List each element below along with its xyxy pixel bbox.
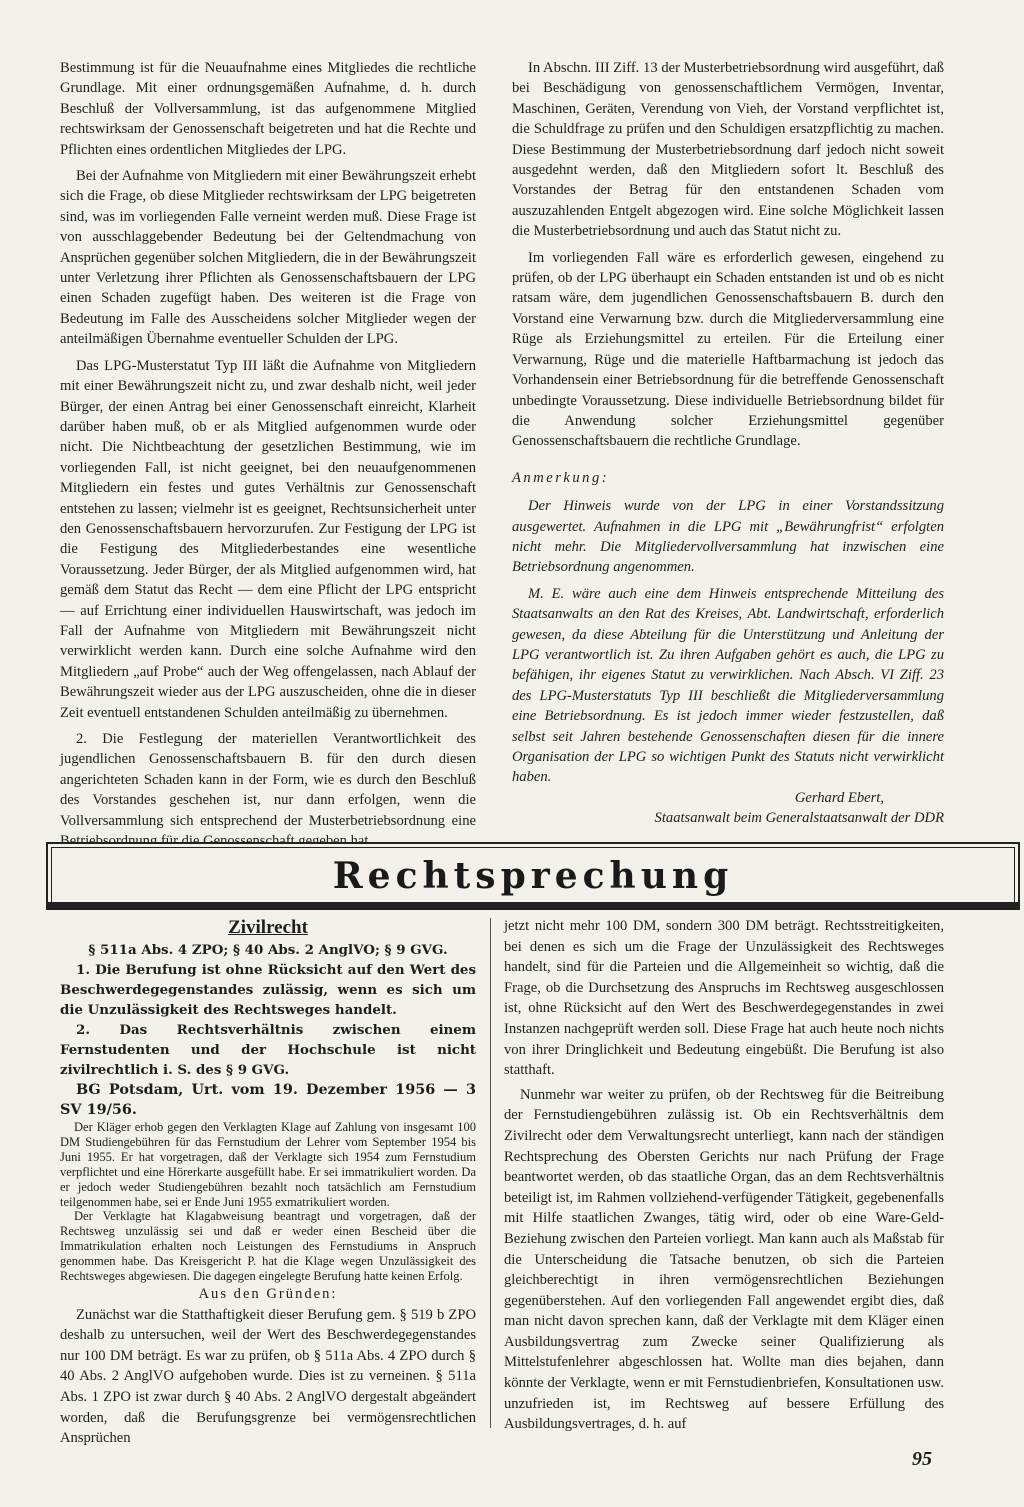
paragraph: Im vorliegenden Fall wäre es erforderlich gewesen, eingehend zu prüfen, ob der LPG überhaupt ein Schaden entstanden ist und ob es nicht ratsam wäre, dem jugendlichen Genossenschaftsbauern B. durch den Vorstand eine Verwarnung bzw. durch die Mitgliederversammlung eine Rüge als Erziehungsmittel zu erteilen. Für die Erteilung einer Verwarnung, Rüge und die materielle Haftbarmachung ist jedoch das Vorhandensein einer Betriebsordnung für die betreffende Genossenschaft unbedingte Voraussetzung. Diese individuelle Betriebsordnung bildet für die Anwendung solcher Erziehungsmittel gegenüber Genossenschaftsbauern die rechtliche Grundlage. [512, 249, 944, 450]
section-banner [46, 842, 1020, 910]
note-paragraph: Der Hinweis wurde von der LPG in einer Vorstandssitzung ausgewertet. Aufnahmen in die LPG mit „Bewährungfrist“ erfolgten nicht mehr. Die Mitgliedervollversammlung hat inzwischen eine Betriebsordnung angenommen. [512, 498, 944, 576]
headnote: 1. Die Berufung ist ohne Rücksicht auf den Wert des Beschwerdegegenstandes zulässig, wenn es sich um die Unzulässigkeit des Rechtsweges handelt. [60, 962, 476, 1018]
reasons-heading: Aus den Gründen: [198, 1285, 338, 1302]
paragraph: jetzt nicht mehr 100 DM, sondern 300 DM beträgt. Rechtsstreitigkeiten, bei denen es sich um die Frage der Unzulässigkeit des Rechtsweges handelt, sind für die Parteien und die Allgemeinheit so wichtig, daß die Frage, ob die Durchsetzung des Anspruchs im Rechtsweg ausgeschlossen ist, ohne Rücksicht auf den Wert des Beschwerdegegenstandes in zwei Instanzen nachgeprüft werden soll. Diese Frage hat auch heute noch nichts von ihrer Dringlichkeit und Bedeutung eingebüßt. Die Berufung ist also statthaft. [504, 918, 944, 1079]
banner-title: Rechtsprechung [332, 855, 734, 897]
paragraph: Das LPG-Musterstatut Typ III läßt die Aufnahme von Mitgliedern mit einer Bewährungszeit nicht zu, und zwar deshalb nicht, weil jeder Bürger, der einen Antrag bei einer Genossenschaft einreicht, Klarheit darüber haben muß, ob er als Mitglied aufgenommen wurde oder nicht. Die Nichtbeachtung der gesetzlichen Bestimmung, wie im vorliegenden Fall, ist nicht geeignet, bei den neuaufgenommenen Mitgliedern ein festes und gutes Verhältnis zur Genossenschaft entstehen zu lassen; vielmehr ist es geeignet, Rechtsunsicherheit unter den Genossenschaftsbauern hervorzurufen. Zur Festigung der LPG ist die Festigung des Mitgliederbestandes eine wesentliche Voraussetzung. Jeder Bürger, der als Mitglied aufgenommen wird, hat gemäß dem Statut das Recht — dem eine Pflicht der LPG entspricht — auf Errichtung einer individuellen Hauswirtschaft, was jedoch im Fall der Aufnahme von Mitgliedern mit Bewährungszeit nicht verwirklicht werden kann. Durch eine solche Aufnahme wird den Mitgliedern „auf Probe“ auch der Weg offengelassen, nach Ablauf der Bewährungszeit wieder aus der LPG auszuscheiden, ohne die in dieser Zeit eventuell entstandenen Schulden anteilmäßig zu übernehmen. [60, 357, 476, 721]
bottom-left-column [60, 916, 476, 1449]
headnote: 2. Das Rechtsverhältnis zwischen einem Fernstudenten und der Hochschule ist nicht zivilrechtlich i. S. des § 9 GVG. [60, 1022, 476, 1078]
note-paragraph: M. E. wäre auch eine dem Hinweis entsprechende Mitteilung des Staatsanwalts an den Rat des Kreises, Abt. Landwirtschaft, erforderlich gewesen, da diese Abteilung für die Unterstützung und Anleitung der LPG verantwortlich ist. Zu ihren Aufgaben gehört es auch, die LPG zu befähigen, ihr eigenes Statut zu verwirklichen. Nach Absch. VI Ziff. 23 des LPG-Musterstatuts Typ III beschließt die Mitgliederversammlung eine Betriebsordnung. Es ist jedoch immer wieder festzustellen, daß selbst seit Jahren bestehende Genossenschaften diesen für die innere Organisation der LPG so wichtigen Punkt des Statuts nicht verwirklicht haben. [512, 585, 944, 786]
facts-block [60, 1120, 476, 1284]
paragraph: Nunmehr war weiter zu prüfen, ob der Rechtsweg für die Beitreibung der Fernstudiengebühren zulässig ist. Ob ein Rechtsverhältnis dem Zivilrecht oder dem Verwaltungsrecht unterliegt, kann nach der ständigen Rechtsprechung des Obersten Gerichts nur nach Prüfung der Frage beantwortet werden, ob das staatliche Organ, das an dem Rechtsverhältnis beteiligt ist, im Rahmen vollziehend-verfügender Tätigkeit, gegebenenfalls mit Hilfe staatlichen Zwanges, tätig wird, oder ob eine Ware-Geld-Beziehung zwischen den Parteien vorliegt. Man kann auch als Maßstab für die Unterscheidung die Tatsache benutzen, ob sich die Parteien gleichberechtigt in ihren vermögensrechtlichen Beziehungen gegenüberstehen. Auf den vorliegenden Fall angewendet ergibt dies, daß man nicht davon sprechen kann, daß der Verklagte mit dem Kläger einen Ausbildungsvertrag zum Zwecke seiner Qualifizierung als Mittelstufenlehrer abgeschlossen hat. Wollte man dies bejahen, dann könnte der Verklagte, wenn er mit Fernstudienbriefen, Konsultationen usw. unzufrieden ist, im Rechtsweg auf bessere Erfüllung des Ausbildungsvertrages, d. h. auf [504, 1086, 944, 1433]
paragraph: Bei der Aufnahme von Mitgliedern mit einer Bewährungszeit erhebt sich die Frage, ob diese Mitglieder rechtswirksam der LPG beigetreten sind, was im vorliegenden Falle verneint werden muß. Diese Frage ist von ausschlaggebender Bedeutung bei der Geltendmachung von Ansprüchen gegenüber solchen Mitgliedern, die in der Bewährungszeit unter Verletzung ihrer Pflichten als Genossenschaftsbauern der LPG einen Schaden zugefügt haben. Des weiteren ist die Frage von Bedeutung im Falle des Ausscheidens solcher Mitglieder wegen der anteilmäßigen Übernahme eventueller Schulden der LPG. [60, 168, 476, 348]
paragraph: In Abschn. III Ziff. 13 der Musterbetriebsordnung wird ausgeführt, daß bei Beschädigung von genossenschaftlichem Vermögen, Inventar, Maschinen, Geräten, Verendung von Vieh, der Vorstand verpflichtet ist, die Schuldfrage zu prüfen und den Schuldigen ersatzpflichtig zu machen. Diese Bestimmung der Musterbetriebsordnung darf jedoch nicht soweit ausgedehnt werden, daß den Mitgliedern sofort lt. Beschluß des Vorstandes der Betrag für den entstandenen Schaden vom auszuzahlenden Entgelt abgezogen wird. Eine solche Möglichkeit lassen die Musterbetriebsordnung und auch das Statut nicht zu. [512, 60, 944, 240]
top-left-column [60, 58, 476, 851]
norms-line: § 511a Abs. 4 ZPO; § 40 Abs. 2 AnglVO; § 9 GVG. [88, 942, 448, 958]
note-author: Gerhard Ebert, [794, 789, 884, 806]
section-title: Zivilrecht [228, 917, 308, 938]
paragraph: Zunächst war die Statthaftigkeit dieser Berufung gem. § 519 b ZPO deshalb zu untersuchen, weil der Wert des Beschwerdegegenstandes nur 100 DM beträgt. Es war zu prüfen, ob § 511a Abs. 4 ZPO durch § 40 Abs. 2 AnglVO aufgehoben wurde. Dies ist zu verneinen. § 511a Abs. 1 ZPO ist zwar durch § 40 Abs. 2 AnglVO dergestalt abgeändert worden, daß die Berufungsgrenze bei vermögensrechtlichen Ansprüchen [60, 1306, 476, 1447]
column-divider [490, 918, 491, 1428]
facts-paragraph: Der Verklagte hat Klagabweisung beantragt und vorgetragen, daß der Rechtsweg unzulässig sei und daß er weder einen Bescheid über die Immatrikulation erhalten noch Leistungen des Fernstudiums in Anspruch genommen habe. Das Kreisgericht P. hat die Klage wegen Unzulässigkeit des Rechtsweges abgewiesen. Die dagegen eingelegte Berufung hatte keinen Erfolg. [60, 1209, 476, 1284]
page-number: 95 [912, 1448, 932, 1470]
facts-paragraph: Der Kläger erhob gegen den Verklagten Klage auf Zahlung von insgesamt 100 DM Studiengebühren für das Fernstudium der Lehrer vom September 1954 bis Juni 1955. Er hat vorgetragen, daß der Verklagte sich 1954 zum Fernstudium verpflichtet und eine Hörerkarte ausgefüllt habe. Er sei immatrikuliert worden. Da er jedoch weder Studiengebühren bezahlt noch tatsächlich am Fernstudium teilgenommen habe, sei er Ende Juni 1955 exmatrikuliert worden. [60, 1120, 476, 1209]
top-right-column [512, 58, 944, 829]
bottom-right-column [504, 916, 944, 1435]
paragraph: Bestimmung ist für die Neuaufnahme eines Mitgliedes die rechtliche Grundlage. Mit einer ordnungsgemäßen Aufnahme, d. h. durch Beschluß der Vollversammlung, ist das aufgenommene Mitglied rechtswirksam der Genossenschaft beigetreten und hat die Rechte und Pflichten eines ordentlichen Mitgliedes der LPG. [60, 60, 476, 158]
note-author-title: Staatsanwalt beim Generalstaatsanwalt der DDR [654, 810, 944, 827]
court-citation: BG Potsdam, Urt. vom 19. Dezember 1956 — 3 SV 19/56. [60, 1081, 476, 1118]
note-heading: Anmerkung: [512, 469, 610, 486]
banner-underline [48, 902, 1018, 908]
paragraph: 2. Die Festlegung der materiellen Verantwortlichkeit des jugendlichen Genossenschaftsbauern B. für den durch diesen angerichteten Schaden kann in der Form, wie es durch den Beschluß des Vorstandes geschehen ist, nur dann erfolgen, wenn die Vollversammlung sich entsprechend der Musterbetriebsordnung eine [60, 731, 476, 829]
